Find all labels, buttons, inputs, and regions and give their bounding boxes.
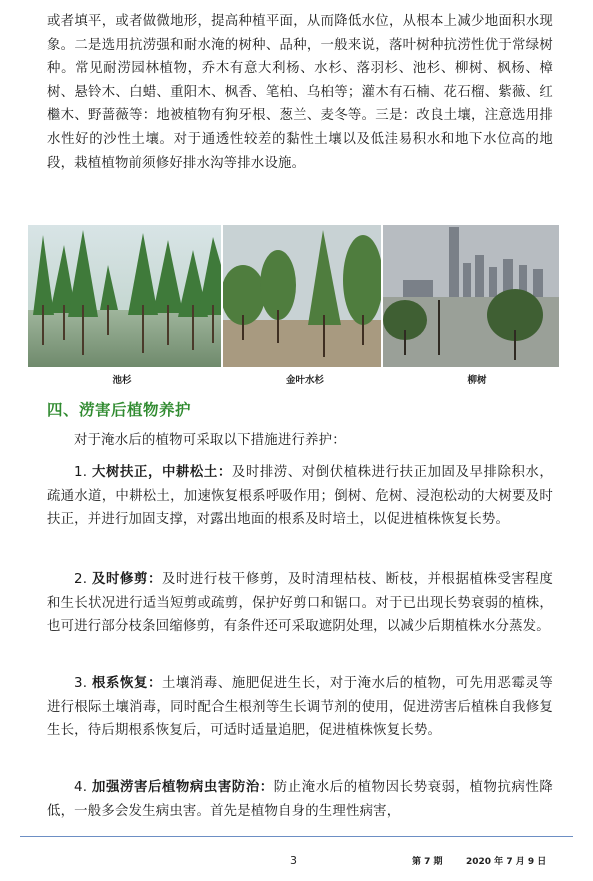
pond-cypress-flooded-photo-icon	[28, 225, 221, 367]
willow-flooded-city-photo-icon	[383, 225, 559, 367]
item-number: 3.	[74, 676, 88, 691]
golden-dawn-redwood-photo	[223, 225, 381, 367]
list-item	[47, 461, 553, 532]
issue-number: 第 7 期	[412, 857, 443, 867]
page-number: 3	[290, 854, 297, 867]
pond-cypress-photo	[28, 225, 221, 367]
photo-caption-golden-dawn-redwood: 金叶水杉	[285, 375, 324, 386]
list-item	[47, 568, 553, 639]
golden-dawn-redwood-flooded-photo-icon	[223, 225, 381, 367]
item-number: 2.	[74, 572, 88, 587]
item-number: 4.	[74, 780, 88, 795]
item-title: 及时修剪：	[92, 572, 162, 587]
photo-caption-pond-cypress: 池杉	[112, 375, 132, 386]
issue-date: 2020 年 7 月 9 日	[466, 857, 547, 867]
section-intro: 对于淹水后的植物可采取以下措施进行养护：	[74, 433, 346, 448]
list-item	[47, 776, 553, 823]
section-heading: 四、涝害后植物养护	[47, 401, 192, 419]
item-text: 及时进行枝干修剪，及时清理枯枝、断枝，并根据植株受害程度和生长状况进行适当短剪或疏剪，保护好剪口和锯口。对于已出现长势衰弱的植株，也可进行部分枝条回缩修剪，有条件还可采取遮阴处理，以减少后期植株水分蒸发。	[47, 572, 553, 635]
item-title: 加强涝害后植物病虫害防治：	[92, 780, 274, 795]
photo-caption-willow: 柳树	[467, 375, 487, 386]
item-number: 1.	[74, 465, 88, 480]
item-text: 防止淹水后的植物因长势衰弱，植物抗病性降低，一般多会发生病虫害。首先是植物自身的生理性病害，	[47, 780, 554, 819]
willow-photo	[383, 225, 559, 367]
list-item	[47, 672, 553, 743]
intro-paragraph: 或者填平，或者做微地形，提高种植平面，从而降低水位，从根本上减少地面积水现象。二是选用抗涝强和耐水淹的树种、品种，一般来说，落叶树种抗涝性优于常绿树种。常见耐涝园林植物，乔木有意大利杨、水杉、落羽杉、池杉、柳树、枫杨、樟树、悬铃木、白蜡、重阳木、枫香、笔柏、乌桕等；灌木有石楠、花石榴、紫薇、红檵木、野蔷薇等：地被植物有狗牙根、葱兰、麦冬等。三是：改良土壤，注意选用排水性好的沙性土壤。对于通透性较差的黏性土壤以及低洼易积水和地下水位高的地段，栽植植物前须修好排水沟等排水设施。	[47, 14, 553, 171]
item-text: 及时排涝、对倒伏植株进行扶正加固及早排除积水，疏通水道，中耕松土，加速恢复根系呼吸作用；倒树、危树、浸泡松动的大树要及时扶正，并进行加固支撑，对露出地面的根系及时培土，以促进植株恢复长势。	[47, 465, 554, 528]
item-title: 大树扶正，中耕松土：	[92, 465, 232, 480]
item-title: 根系恢复：	[92, 676, 162, 691]
footer-divider	[20, 836, 573, 837]
item-text: 土壤消毒、施肥促进生长，对于淹水后的植物，可先用恶霉灵等进行根际土壤消毒，同时配合生根剂等生长调节剂的使用，促进涝害后植株自我修复生长，待后期根系恢复后，可适时适量追肥，促进植株恢复长势。	[47, 676, 553, 739]
